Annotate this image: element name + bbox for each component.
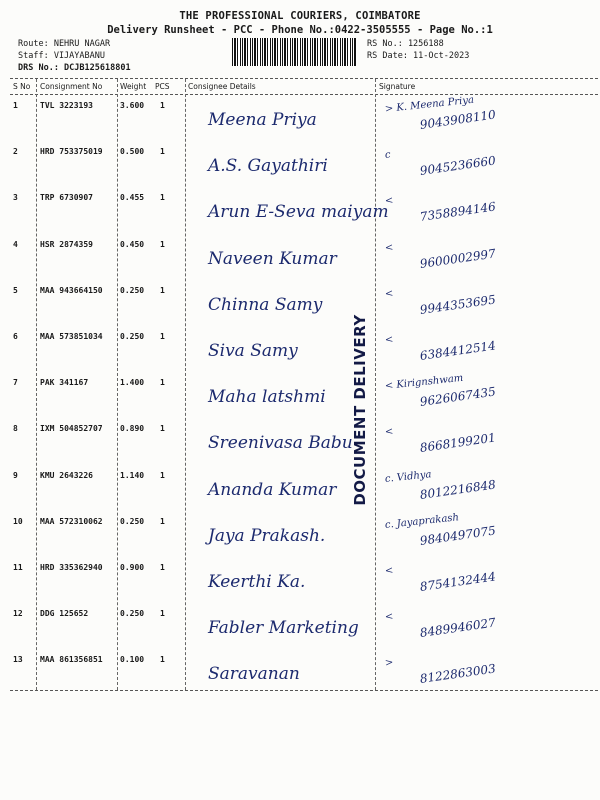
consignment-number: HSR 2874359 [40, 239, 93, 249]
weight-value: 1.400 [120, 378, 145, 388]
table-row [0, 239, 600, 286]
table-row [0, 372, 600, 424]
signature-handwritten: c. Jayaprakash [384, 512, 460, 531]
weight-value: 3.600 [120, 101, 145, 110]
stamp-text: DOCUMENT DELIVERY [351, 314, 369, 506]
phone-handwritten: 9944353695 [419, 292, 497, 317]
table-row [0, 654, 600, 701]
header-top-rule [10, 78, 598, 79]
table-row [0, 470, 600, 517]
consignment-number: PAK 341167 [40, 378, 89, 388]
consignee-name-handwritten: Saravanan [208, 664, 300, 685]
route-info [18, 38, 131, 74]
consignment-number: HRD 753375019 [40, 147, 103, 157]
col-header-weight: Weight [120, 82, 147, 91]
signature-handwritten: < [384, 611, 394, 624]
pcs-value: 1 [160, 147, 165, 157]
consignment-number: MAA 943664150 [40, 285, 103, 295]
consignee-name-handwritten: Chinna Samy [208, 294, 323, 315]
consignee-name-handwritten: Maha latshmi [208, 387, 326, 408]
phone-handwritten: 8754132444 [419, 569, 497, 594]
row-sno: 3 [13, 193, 18, 203]
row-sno: 4 [13, 239, 18, 249]
phone-handwritten: 9043908110 [419, 107, 497, 132]
row-sno: 6 [13, 332, 18, 341]
pcs-value: 1 [160, 655, 165, 665]
signature-handwritten: < [384, 334, 394, 346]
pcs-value: 1 [160, 424, 165, 434]
phone-handwritten: 9045236660 [419, 153, 497, 179]
phone-handwritten: 9840497075 [419, 523, 497, 548]
col-header-sno: S No [13, 82, 31, 91]
weight-value: 1.140 [120, 470, 145, 480]
weight-value: 0.455 [120, 193, 145, 203]
row-sno: 9 [13, 470, 18, 480]
row-sno: 11 [13, 563, 23, 572]
signature-handwritten: < [384, 195, 394, 208]
table-row [0, 608, 600, 655]
company-title: THE PROFESSIONAL COURIERS, COIMBATORE [179, 10, 421, 22]
phone-handwritten: 7358894146 [419, 199, 497, 225]
consignee-name-handwritten: Sreenivasa Babu [208, 433, 353, 454]
pcs-value: 1 [160, 563, 165, 572]
weight-value: 0.250 [120, 285, 145, 295]
table-row [0, 94, 600, 147]
weight-value: 0.450 [120, 239, 145, 249]
phone-handwritten: 8012216848 [419, 477, 497, 502]
signature-handwritten: < Kirignshwam [384, 372, 464, 393]
row-sno: 2 [13, 147, 18, 157]
consignee-name-handwritten: Naveen Kumar [208, 248, 337, 269]
consignment-number: DDG 125652 [40, 609, 89, 619]
signature-handwritten: c. Vidhya [384, 468, 432, 485]
pcs-value: 1 [160, 609, 165, 619]
weight-value: 0.250 [120, 332, 145, 341]
consignee-name-handwritten: Siva Samy [208, 341, 298, 361]
consignee-name-handwritten: Keerthi Ka. [208, 572, 306, 592]
rs-number: RS No.: 1256188 [367, 39, 444, 49]
table-row [0, 423, 600, 470]
phone-handwritten: 8668199201 [419, 430, 497, 456]
consignment-number: TVL 3223193 [40, 101, 93, 110]
col-header-signature: Signature [379, 82, 416, 91]
pcs-value: 1 [160, 101, 165, 110]
phone-handwritten: 9626067435 [419, 384, 497, 410]
pcs-value: 1 [160, 378, 165, 388]
route-label: Route: NEHRU NAGAR [18, 39, 111, 49]
signature-handwritten: > [384, 657, 394, 670]
table-row [0, 331, 600, 378]
barcode [232, 38, 357, 66]
consignee-name-handwritten: Arun E-Seva maiyam [208, 202, 389, 223]
consignment-number: MAA 573851034 [40, 332, 103, 341]
consignee-name-handwritten: Ananda Kumar [208, 479, 337, 500]
row-sno: 5 [13, 285, 18, 295]
consignment-number: TRP 6730907 [40, 193, 93, 203]
consignment-number: MAA 861356851 [40, 655, 103, 665]
col-header-consignee: Consignee Details [188, 82, 256, 91]
signature-handwritten: < [384, 241, 394, 254]
row-sno: 10 [13, 516, 23, 526]
col-header-pcs: PCS [155, 82, 170, 91]
signature-handwritten: > K. Meena Priya [384, 94, 475, 115]
consignee-name-handwritten: Meena Priya [208, 110, 317, 130]
header-bottom-rule [10, 94, 598, 95]
row-sno: 1 [13, 101, 18, 110]
weight-value: 0.890 [120, 424, 145, 434]
consignee-name-handwritten: A.S. Gayathiri [208, 156, 328, 177]
col-header-consignment: Consignment No [40, 82, 103, 91]
phone-handwritten: 8489946027 [419, 615, 497, 641]
table-row [0, 512, 600, 563]
table-row [0, 192, 600, 239]
consignment-number: MAA 572310062 [40, 516, 103, 526]
weight-value: 0.900 [120, 563, 145, 572]
consignment-number: KMU 2643226 [40, 470, 93, 480]
pcs-value: 1 [160, 285, 165, 295]
phone-handwritten: 8122863003 [419, 661, 497, 687]
weight-value: 0.250 [120, 516, 145, 526]
consignment-number: IXM 504852707 [40, 424, 103, 434]
pcs-value: 1 [160, 193, 165, 203]
weight-value: 0.250 [120, 609, 145, 619]
pcs-value: 1 [160, 239, 165, 249]
table-row [0, 146, 600, 193]
pcs-value: 1 [160, 470, 165, 480]
pcs-value: 1 [160, 516, 165, 526]
weight-value: 0.100 [120, 655, 145, 665]
document-delivery-stamp [340, 314, 380, 506]
row-sno: 7 [13, 378, 18, 388]
drs-number: DRS No.: DCJB125618801 [18, 63, 131, 73]
pcs-value: 1 [160, 332, 165, 341]
table-row [0, 285, 600, 332]
phone-handwritten: 6384412514 [419, 338, 497, 363]
rs-info [367, 38, 469, 62]
row-sno: 12 [13, 609, 23, 619]
phone-handwritten: 9600002997 [419, 246, 497, 271]
runsheet-subtitle: Delivery Runsheet - PCC - Phone No.:0422-3505555 - Page No.:1 [107, 24, 493, 36]
staff-label: Staff: VIJAYABANU [18, 51, 105, 61]
table-row [0, 562, 600, 609]
rs-date: RS Date: 11-Oct-2023 [367, 51, 470, 61]
consignment-number: HRD 335362940 [40, 563, 103, 572]
signature-handwritten: < [384, 287, 394, 300]
signature-handwritten: < [384, 565, 394, 577]
signature-handwritten: < [384, 426, 394, 439]
row-sno: 13 [13, 655, 23, 665]
consignee-name-handwritten: Jaya Prakash. [208, 525, 326, 546]
row-sno: 8 [13, 424, 18, 434]
signature-handwritten: c [384, 149, 392, 162]
consignee-name-handwritten: Fabler Marketing [208, 618, 359, 639]
weight-value: 0.500 [120, 147, 145, 157]
